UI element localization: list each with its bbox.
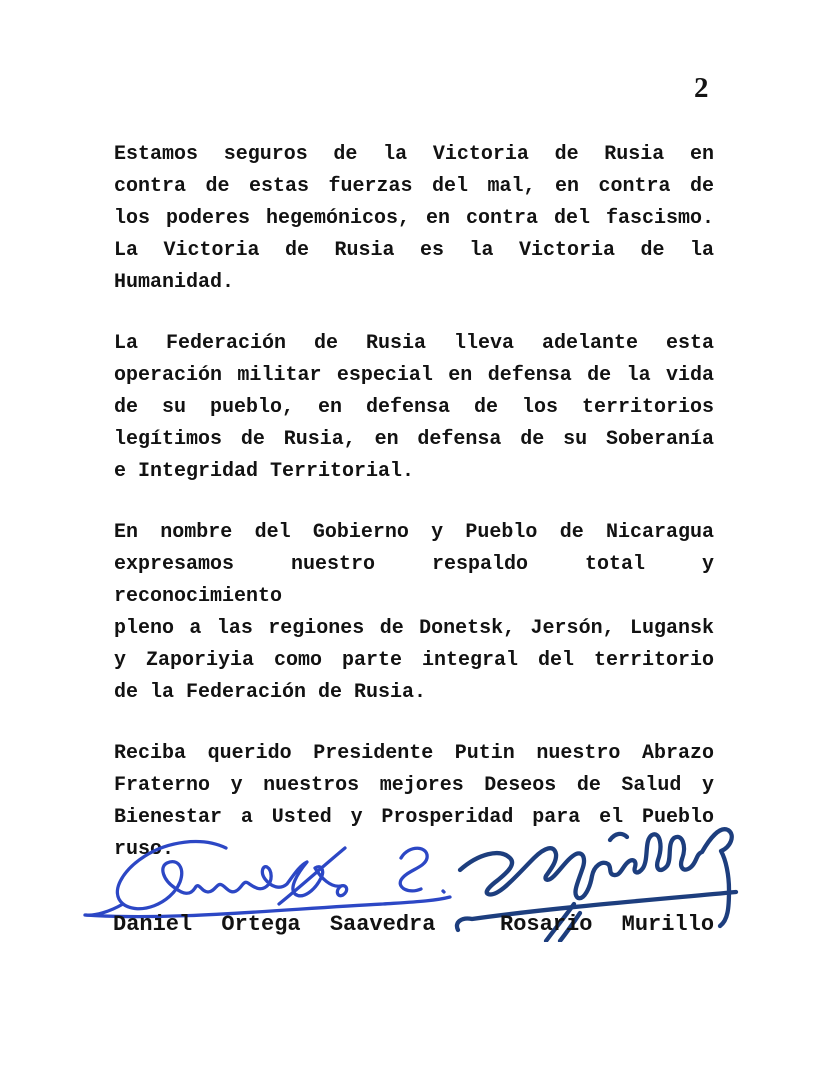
text-line: y Zaporiyia como parte integral del territorio — [114, 649, 714, 672]
text-line: Fraterno y nuestros mejores Deseos de Salud y — [114, 774, 714, 797]
text-line: Estamos seguros de la Victoria de Rusia en — [114, 143, 714, 166]
document-body — [114, 139, 714, 895]
text-line: La Federación de Rusia lleva adelante esta — [114, 332, 714, 355]
text-line: de su pueblo, en defensa de los territorios — [114, 396, 714, 419]
paragraph — [114, 738, 714, 866]
text-line: ruso. — [114, 838, 175, 861]
text-line: expresamos nuestro respaldo total y reconocimiento — [114, 553, 714, 608]
text-line: contra de estas fuerzas del mal, en contra de — [114, 175, 714, 198]
text-line: Bienestar a Usted y Prosperidad para el Pueblo — [114, 806, 714, 829]
paragraph — [114, 139, 714, 299]
text-line: En nombre del Gobierno y Pueblo de Nicaragua — [114, 521, 714, 544]
murillo-typed-name: Rosario Murillo — [500, 912, 715, 937]
text-line: pleno a las regiones de Donetsk, Jersón, Lugansk — [114, 617, 714, 640]
ortega-typed-name: Daniel Ortega Saavedra — [113, 912, 436, 937]
text-line: e Integridad Territorial. — [114, 460, 415, 483]
text-line: operación militar especial en defensa de la vida — [114, 364, 714, 387]
text-line: de la Federación de Rusia. — [114, 681, 427, 704]
text-line: los poderes hegemónicos, en contra del fascismo. — [114, 207, 714, 230]
page-number: 2 — [694, 72, 709, 104]
text-line: Reciba querido Presidente Putin nuestro Abrazo — [114, 742, 714, 765]
text-line: Humanidad. — [114, 271, 235, 294]
paragraph — [114, 328, 714, 488]
text-line: legítimos de Rusia, en defensa de su Soberanía — [114, 428, 714, 451]
text-line: La Victoria de Rusia es la Victoria de la — [114, 239, 714, 262]
paragraph — [114, 517, 714, 709]
